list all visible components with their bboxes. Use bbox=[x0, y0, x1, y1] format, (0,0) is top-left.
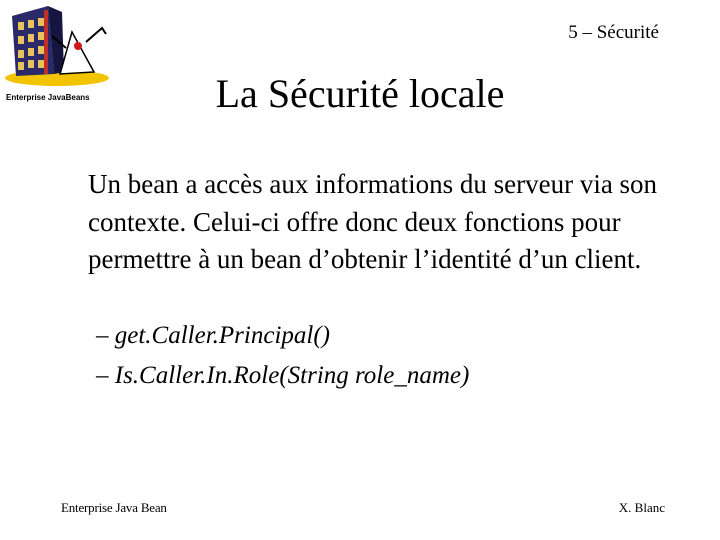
footer-course-name: Enterprise Java Bean bbox=[61, 500, 167, 515]
method-item-get-caller-principal: – get.Caller.Principal() bbox=[96, 322, 330, 349]
footer-author: X. Blanc bbox=[618, 500, 665, 515]
slide-title: La Sécurité locale bbox=[215, 71, 505, 116]
section-label: 5 – Sécurité bbox=[568, 22, 659, 43]
logo-caption: Enterprise JavaBeans bbox=[6, 93, 90, 102]
body-paragraph: Un bean a accès aux informations du serveur via son contexte. Celui-ci offre donc deux fonctions pour permettre à un bean d’obtenir l’identité d’un client. bbox=[88, 169, 658, 274]
method-item-is-caller-in-role: – Is.Caller.In.Role(String role_name) bbox=[96, 362, 470, 389]
